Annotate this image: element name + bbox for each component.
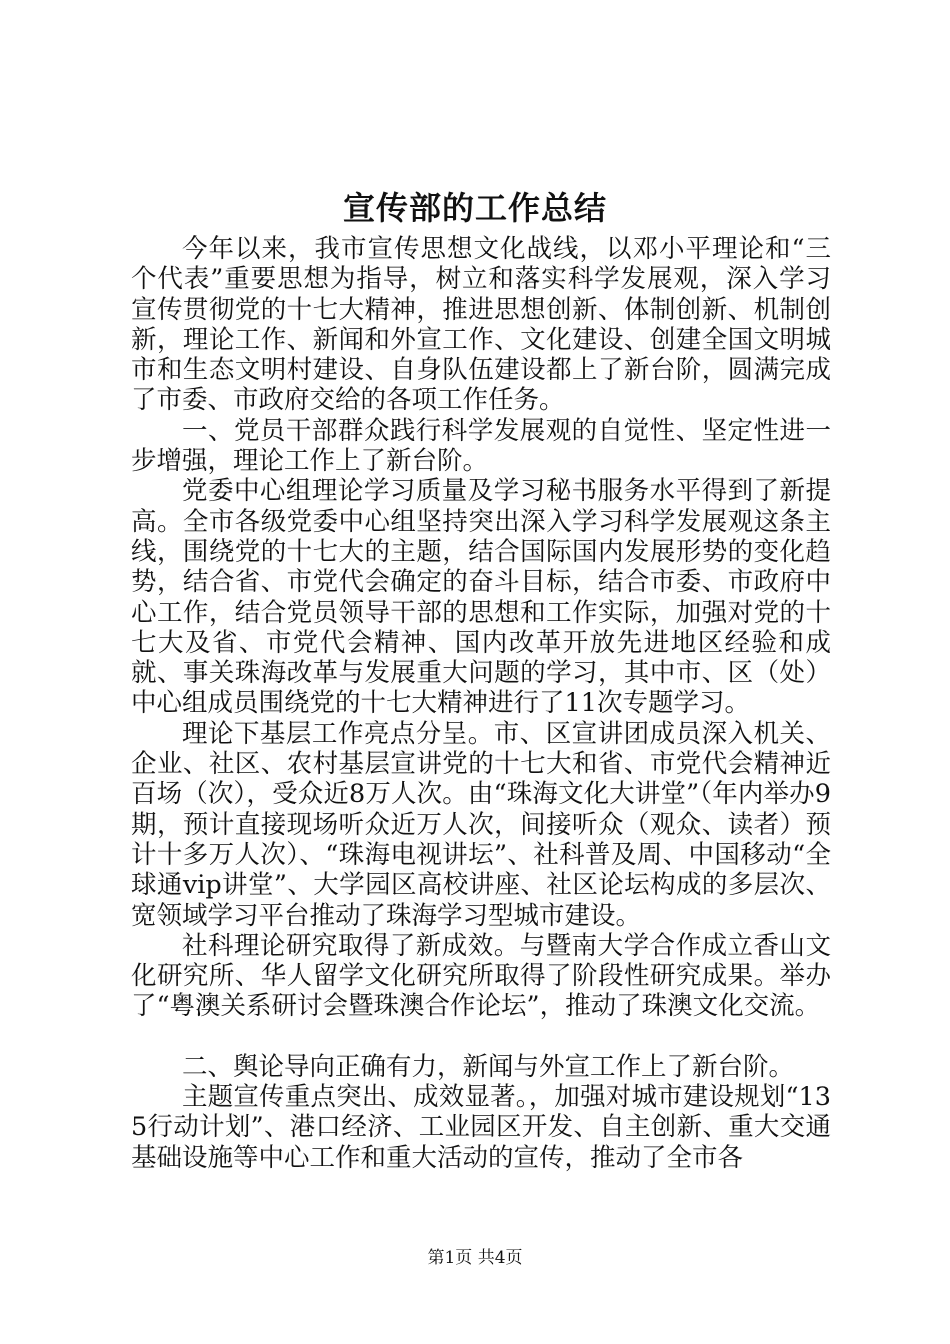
paragraph-grassroots-lectures: 理论下基层工作亮点分呈。市、区宣讲团成员深入机关、企业、社区、农村基层宣讲党的十七大和省、市党代会精神近百场（次），受众近8万人次。由“珠海文化大讲堂”（年内举办9期，预计直接现场听众近万人次，间接听众（观众、读者）预计十多万人次）、“珠海电视讲坛”、社科普及周、中国移动“全球通vip讲堂”、大学园区高校讲座、社区论坛构成的多层次、宽领域学习平台推动了珠海学习型城市建设。 (131, 718, 831, 931)
paragraph-section-2-heading: 二、舆论导向正确有力，新闻与外宣工作上了新台阶。 (182, 1051, 795, 1082)
paragraph-theme-publicity: 主题宣传重点突出、成效显著。，加强对城市建设规划“135行动计划”、港口经济、工业园区开发、自主创新、重大交通基础设施等中心工作和重大活动的宣传，推动了全市各 (131, 1082, 831, 1173)
document-title: 宣传部的工作总结 (342, 189, 607, 227)
paragraph-theory-study: 党委中心组理论学习质量及学习秘书服务水平得到了新提高。全市各级党委中心组坚持突出深入学习科学发展观这条主线，围绕党的十七大的主题，结合国际国内发展形势的变化趋势，结合省、市党代会确定的奋斗目标，结合市委、市政府中心工作，结合党员领导干部的思想和工作实际，加强对党的十七大及省、市党代会精神、国内改革开放先进地区经验和成就、事关珠海改革与发展重大问题的学习，其中市、区（处）中心组成员围绕党的十七大精神进行了11次专题学习。 (131, 476, 831, 719)
document-body (131, 234, 831, 1173)
paragraph-section-1-heading: 一、党员干部群众践行科学发展观的自觉性、坚定性进一步增强，理论工作上了新台阶。 (131, 415, 831, 477)
paragraph-social-science-research: 社科理论研究取得了新成效。与暨南大学合作成立香山文化研究所、华人留学文化研究所取得了阶段性研究成果。举办了“粤澳关系研讨会暨珠澳合作论坛”，推动了珠澳文化交流。 (131, 930, 831, 1022)
paragraph-intro: 今年以来，我市宣传思想文化战线，以邓小平理论和“三个代表”重要思想为指导，树立和落实科学发展观，深入学习宣传贯彻党的十七大精神，推进思想创新、体制创新、机制创新，理论工作、新闻和外宣工作、文化建设、创建全国文明城市和生态文明村建设、自身队伍建设都上了新台阶，圆满完成了市委、市政府交给的各项工作任务。 (131, 234, 831, 416)
page-footer: 第1页 共4页 (427, 1248, 523, 1268)
